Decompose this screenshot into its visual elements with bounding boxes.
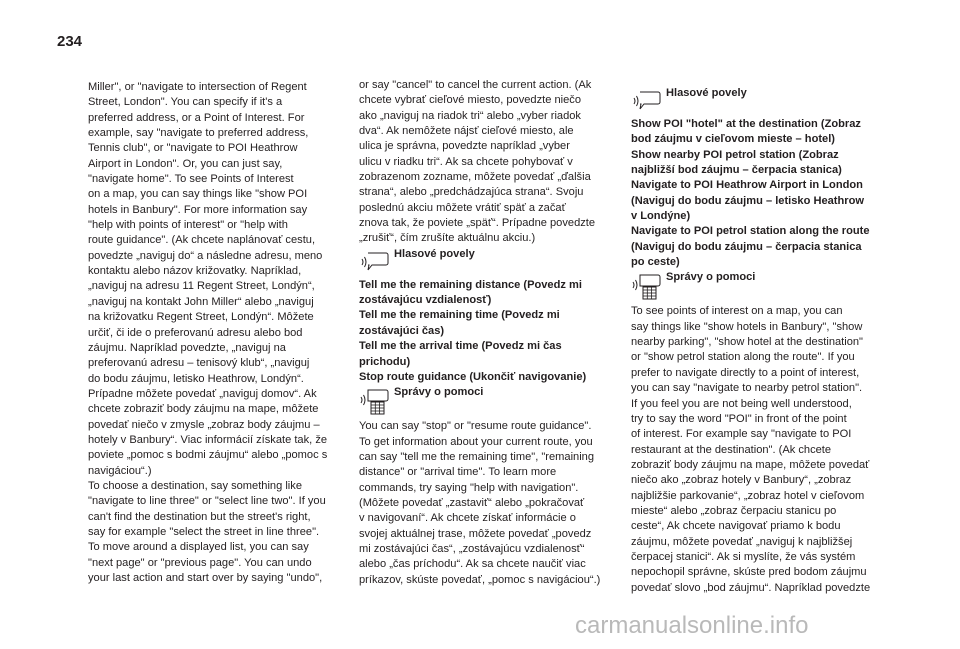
heading-label: Hlasové povely [666,87,747,99]
column-3 [631,78,883,596]
column-1 [88,80,340,586]
page-number: 234 [57,33,83,50]
help-messages-heading [359,385,611,419]
body-paragraph: You can say "stop" or "resume route guidance". To get information about your current route, you can say "tell me the remaining time", "remaining distance" or "arrival time". To learn more commands, try saying "help with navigation". (Môžete povedať „zastaviť“ alebo „pokračovať v navigovaní“. Ak chcete získať informácie o svojej aktuálnej trase, môžete povedať „povedz mi zostávajúci čas“, „zostávajúcu vzdialenosť“ alebo „čas príchodu“. Ak sa chcete naučiť viac príkazov, skúste povedať, „pomoc s navigáciou“.) [359,420,601,586]
heading-label: Hlasové povely [394,247,475,260]
help-message-icon [631,272,661,296]
body-paragraph: or say "cancel" to cancel the current action. (Ak chcete vybrať cieľové miesto, povedzte niečo ako „naviguj na riadok tri“ alebo „vyber riadok dva“. Ak nemôžete nájsť cieľové miesto, ale ulica je správna, povedzte napríklad „vyber ulicu v riadku tri“. Ak sa chcete pohybovať v zobrazenom zozname, môžete povedať „ďalšia strana“, alebo „predchádzajúca strana“. Svoju poslednú akciu môžete vrátiť späť a začať znova tak, že poviete „späť“. Prípadne povedzte „zrušiť“, čím zrušíte aktuálnu akciu.) [359,79,596,245]
heading-label: Správy o pomoci [666,271,756,284]
voice-command-icon [359,249,389,273]
page-header [0,0,960,63]
help-message-icon [359,387,389,411]
voice-command-icon [631,88,661,112]
column-2 [359,78,611,588]
body-paragraph: Miller", or "navigate to intersection of Regent Street, London". You can specify if it's a preferred address, or a Point of Interest. For example, say "navigate to preferred address, Tennis club", or "navigate to POI Heathrow Airport in London". Or, you can just say, "navigate home". To see Points of Interest on a map, you can say things like "show POI hotels in Banbury". For more information say "help with points of interest" or "help with route guidance". (Ak chcete naplánovať cestu, povedzte „naviguj do“ a následne adresu, meno kontaktu alebo názov križovatky. Napríklad, „naviguj na adresu 11 Regent Street, Londýn“, „naviguj na kontakt John Miller“ alebo „naviguj na križovatku Regent Street, Londýn“. Môžete určiť, či ide o preferovanú adresu alebo bod záujmu. Napríklad povedzte, „naviguj na preferovanú adresu – tenisový klub“, „naviguj do bodu záujmu, letisko Heathrow, Londýn“. Prípadne môžete povedať „naviguj domov“. Ak chcete zobraziť body záujmu na mape, môžete povedať niečo v zmysle „zobraz body záujmu – hotely v Banbury“. Viac informácií získate tak, že poviete „pomoc s bodmi záujmu“ alebo „pomoc s navigáciou“.) To choose a destination, say something like "navigate to line three" or "select line two". If you can't find the destination but the street's right, say for example "select the street in line three". To move around a displayed list, you can say "next page" or "previous page". You can undo your last action and start over by saying "undo", [88,81,328,584]
body-paragraph: To see points of interest on a map, you can say things like "show hotels in Banbury", "show nearby parking", "show hotel at the destination" or "show petrol station along the route". If you prefer to navigate directly to a point of interest, you can say "navigate to nearby petrol station". If you feel you are not being well understood, try to say the word "POI" in front of the point of interest. For example say "navigate to POI restaurant at the destination". (Ak chcete zobraziť body záujmu na mape, môžete povedať niečo ako „zobraz hotely v Banbury“, „zobraz najbližšie parkovanie“, „zobraz hotel v cieľovom mieste“ alebo „zobraz čerpaciu stanicu po ceste“, Ak chcete navigovať priamo k bodu záujmu, môžete povedať „naviguj k najbližšej čerpacej stanici“. Ak si myslíte, že vás systém nepochopil správne, skúste pred bodom záujmu povedať slovo „bod záujmu“. Napríklad povedzte [631,305,871,594]
command-list: Tell me the remaining distance (Povedz mi zostávajúcu vzdialenosť) Tell me the remaining time (Povedz mi zostávajúci čas) Tell me the arrival time (Povedz mi čas prichodu) Stop route guidance (Ukončiť navigovanie) [359,278,587,383]
watermark: carmanualsonline.info [575,612,809,639]
voice-commands-heading [631,86,883,108]
command-list: Show POI "hotel" at the destination (Zobraz bod záujmu v cieľovom mieste – hotel) Show nearby POI petrol station (Zobraz najbližší bod záujmu – čerpacia stanica) Navigate to POI Heathrow Airport in London (Naviguj do bodu záujmu – letisko Heathrow v Londýne) Navigate to POI petrol station along the route (Naviguj do bodu záujmu – čerpacia stanica po ceste) [631,118,870,269]
heading-label: Správy o pomoci [394,386,484,399]
help-messages-heading [631,270,883,304]
voice-commands-heading [359,247,611,269]
